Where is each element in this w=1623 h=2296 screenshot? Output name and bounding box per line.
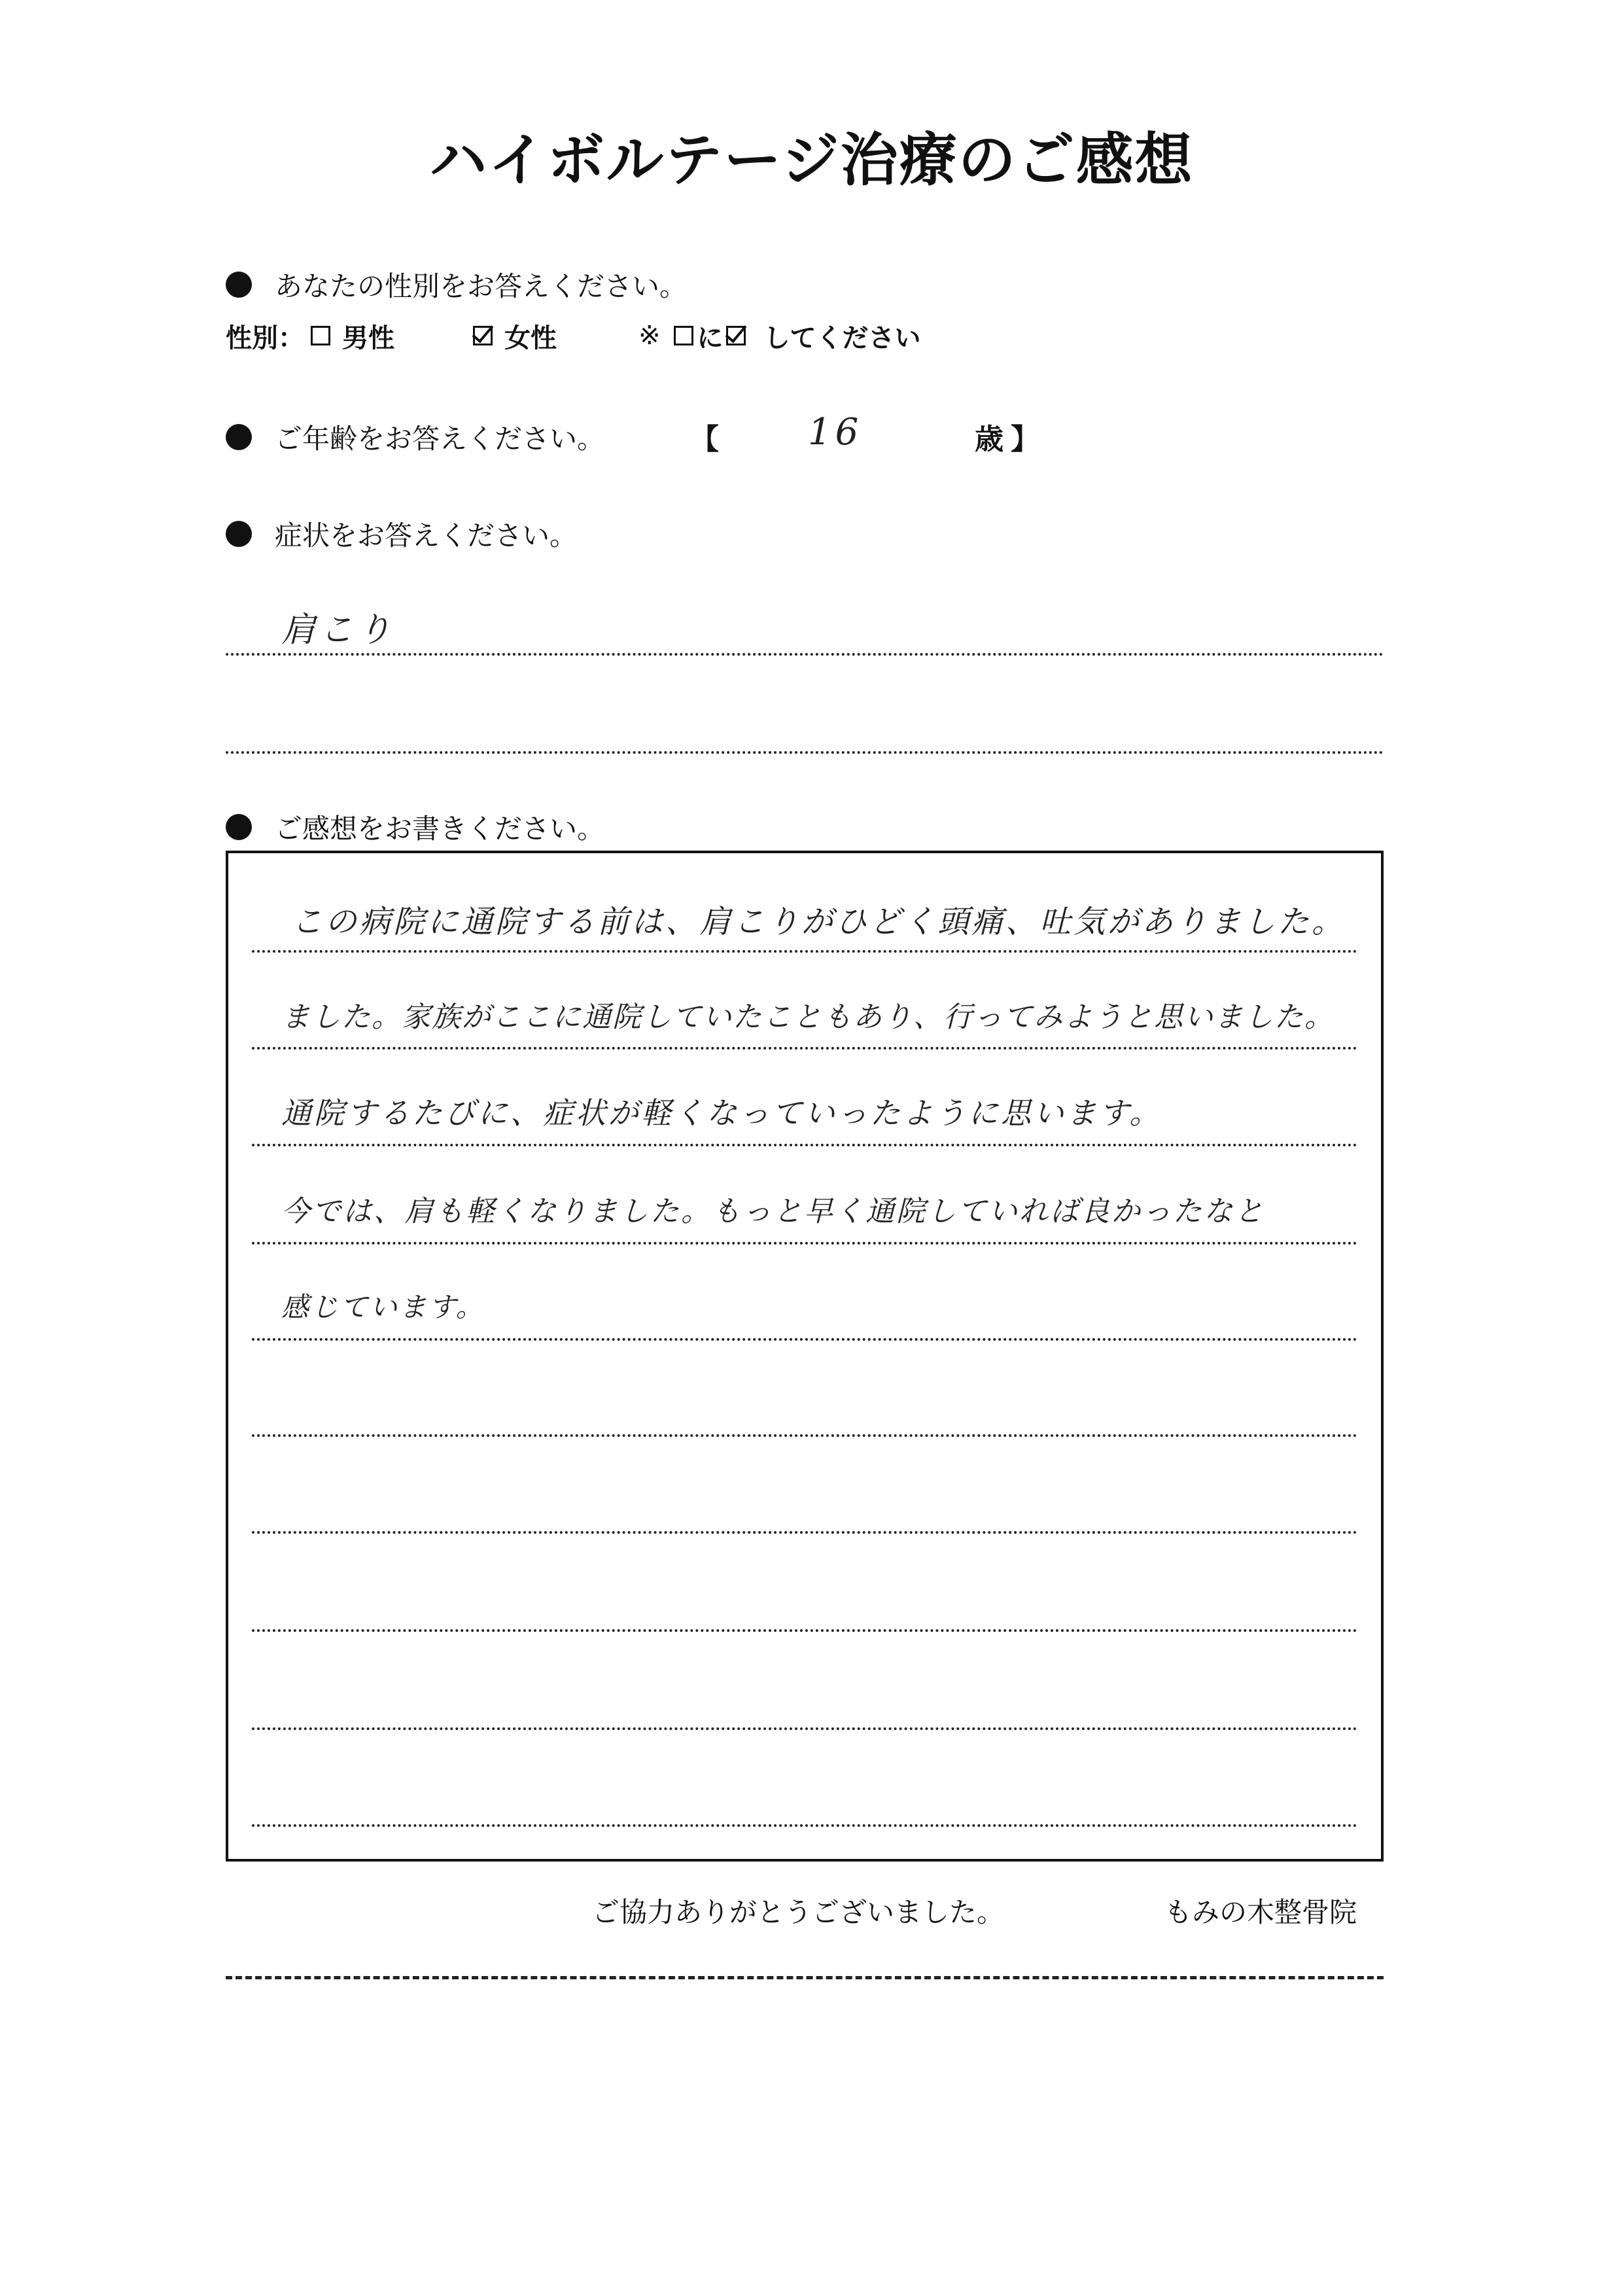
- comment-rule-5: [252, 1338, 1357, 1341]
- bullet-icon: [226, 272, 252, 298]
- bullet-icon: [226, 814, 252, 840]
- cut-line: [226, 1976, 1384, 1979]
- comment-line-3: 通院するたびに、症状が軽くなっていったように思います。: [281, 1095, 1162, 1131]
- note-check-icon: [726, 326, 746, 345]
- bullet-icon: [226, 424, 252, 450]
- comment-rule-7: [252, 1531, 1357, 1534]
- bullet-icon: [226, 521, 252, 547]
- age-bracket-close: 】: [1011, 423, 1039, 456]
- male-checkbox[interactable]: [311, 326, 330, 345]
- comment-rule-1: [252, 950, 1357, 953]
- clinic-name: もみの木整骨院: [1164, 1896, 1357, 1928]
- comment-question-text: ご感想をお書きください。: [275, 813, 605, 845]
- note-mid-text: に: [697, 323, 724, 353]
- age-bracket-open: 【: [690, 423, 719, 456]
- comment-rule-2: [252, 1047, 1357, 1050]
- comment-rule-8: [252, 1629, 1357, 1632]
- age-value[interactable]: 16: [808, 411, 863, 453]
- comment-rule-9: [252, 1727, 1357, 1730]
- gender-row: [226, 319, 921, 352]
- comment-rule-10: [252, 1824, 1357, 1827]
- note-suffix-text: してください: [763, 323, 921, 353]
- comment-rule-3: [252, 1144, 1357, 1146]
- comment-line-4: 今では、肩も軽くなりました。もっと早く通院していれば良かったなと: [281, 1195, 1265, 1228]
- comment-rule-4: [252, 1242, 1357, 1245]
- page-title: ハイボルテージ治療のご感想: [429, 126, 1194, 194]
- gender-label: 性別：: [226, 323, 304, 353]
- comment-line-1: この病院に通院する前は、肩こりがひどく頭痛、吐気がありました。: [291, 904, 1346, 940]
- symptom-line-1: [226, 653, 1384, 656]
- thanks-text: ご協力ありがとうございました。: [592, 1896, 1005, 1928]
- note-box-icon: [674, 326, 693, 345]
- age-unit: 歳: [975, 423, 1003, 456]
- symptom-line-2: [226, 751, 1384, 754]
- age-question: ご年齢をお答えください。: [275, 423, 605, 455]
- male-option-label: 男性: [342, 323, 394, 353]
- gender-question: あなたの性別をお答えください。: [275, 270, 688, 302]
- note-mark: ※: [638, 321, 661, 351]
- comment-line-2: ました。家族がここに通院していたこともあり、行ってみようと思いました。: [281, 1000, 1335, 1034]
- female-option-label: 女性: [504, 323, 557, 353]
- symptom-answer-line-1[interactable]: 肩こり: [281, 610, 396, 650]
- symptom-question: 症状をお答えください。: [275, 520, 578, 552]
- comment-rule-6: [252, 1434, 1357, 1437]
- female-checkbox[interactable]: [473, 326, 493, 345]
- comment-line-5: 感じています。: [281, 1291, 485, 1323]
